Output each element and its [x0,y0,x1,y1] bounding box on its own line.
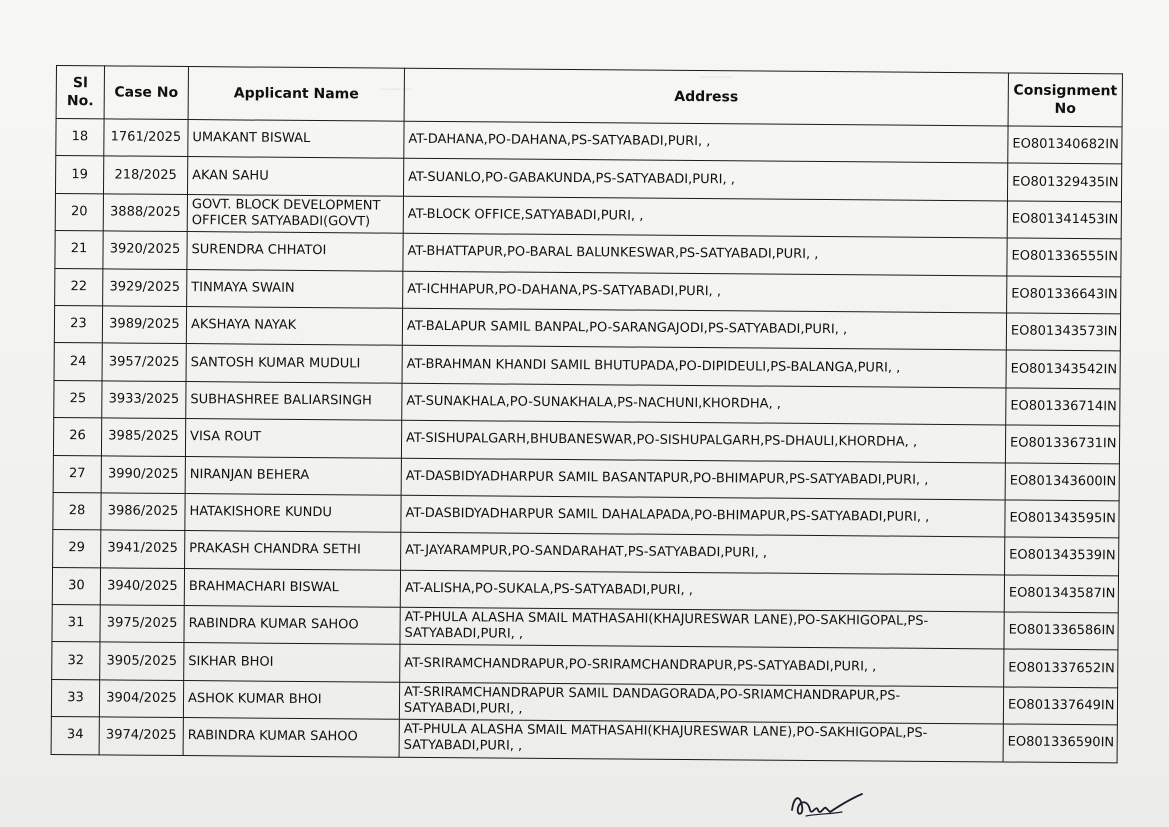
handwritten-signature [786,786,866,822]
consignment-no-cell: EO801343573IN [1006,313,1120,351]
consignment-no-cell: EO801343587IN [1004,575,1118,613]
consignment-no-cell: EO801343600IN [1005,462,1119,500]
address-cell: AT-DASBIDYADHARPUR SAMIL BASANTAPUR,PO-BHIMAPUR,PS-SATYABADI,PURI, , [401,458,1005,500]
applicant-name-cell: RABINDRA KUMAR SAHOO [183,718,399,757]
address-cell: AT-ICHHAPUR,PO-DAHANA,PS-SATYABADI,PURI, , [403,271,1007,313]
sl-no-cell: 30 [52,567,100,605]
case-no-cell: 3905/2025 [100,642,184,680]
address-cell: AT-BHATTAPUR,PO-BARAL BALUNKESWAR,PS-SATYABADI,PURI, , [403,233,1007,275]
header-address: Address [404,68,1008,126]
case-no-cell: 3933/2025 [102,381,186,419]
sl-no-cell: 18 [56,119,104,157]
header-case-no: Case No [104,66,188,120]
applicant-name-cell: ASHOK KUMAR BHOI [183,680,399,719]
case-no-cell: 3941/2025 [101,530,185,568]
sl-no-cell: 31 [52,605,100,643]
address-cell: AT-BALAPUR SAMIL BANPAL,PO-SARANGAJODI,PS-SATYABADI,PURI, , [402,308,1006,350]
case-no-cell: 3986/2025 [101,493,185,531]
address-cell: AT-DASBIDYADHARPUR SAMIL DAHALAPADA,PO-BHIMAPUR,PS-SATYABADI,PURI, , [401,495,1005,537]
sl-no-cell: 24 [54,343,102,381]
consignment-no-cell: EO801336586IN [1004,612,1118,650]
table-row [51,717,1117,763]
sl-no-cell: 25 [54,380,102,418]
header-consignment-no: Consignment No [1008,73,1122,127]
table-body [51,119,1122,763]
address-cell: AT-PHULA ALASHA SMAIL MATHASAHI(KHAJURESWAR LANE),PO-SAKHIGOPAL,PS-SATYABADI,PURI, , [399,719,1003,761]
address-cell: AT-ALISHA,PO-SUKALA,PS-SATYABADI,PURI, , [400,570,1004,612]
case-no-cell: 3985/2025 [101,418,185,456]
sl-no-cell: 27 [53,455,101,493]
applicant-name-cell: AKAN SAHU [187,157,403,196]
consignment-register-table [51,65,1123,763]
sl-no-cell: 34 [51,717,99,755]
consignment-no-cell: EO801336590IN [1003,724,1117,762]
address-cell: AT-SUANLO,PO-GABAKUNDA,PS-SATYABADI,PURI, , [403,159,1007,201]
consignment-no-cell: EO801336643IN [1007,276,1121,314]
consignment-no-cell: EO801343539IN [1005,537,1119,575]
case-no-cell: 3940/2025 [100,568,184,606]
applicant-name-cell: SIKHAR BHOI [184,643,400,682]
case-no-cell: 3957/2025 [102,343,186,381]
applicant-name-cell: BRAHMACHARI BISWAL [184,568,400,607]
applicant-name-cell: HATAKISHORE KUNDU [185,493,401,532]
sl-no-cell: 20 [55,193,103,231]
bleed-through-mark: ——— [380,82,413,95]
sl-no-cell: 19 [55,156,103,194]
applicant-name-cell: SUBHASHREE BALIARSINGH [186,381,402,420]
case-no-cell: 218/2025 [103,156,187,194]
case-no-cell: 3888/2025 [103,194,187,232]
consignment-no-cell: EO801343595IN [1005,500,1119,538]
address-cell: AT-DAHANA,PO-DAHANA,PS-SATYABADI,PURI, , [404,121,1008,163]
address-cell: AT-PHULA ALASHA SMAIL MATHASAHI(KHAJURESWAR LANE),PO-SAKHIGOPAL,PS-SATYABADI,PURI, , [400,607,1004,649]
header-sl-no: Sl No. [56,66,104,119]
sl-no-cell: 28 [53,492,101,530]
applicant-name-cell: GOVT. BLOCK DEVELOPMENT OFFICER SATYABADI(GOVT) [187,194,403,233]
address-cell: AT-SISHUPALGARH,BHUBANESWAR,PO-SISHUPALGARH,PS-DHAULI,KHORDHA, , [401,420,1005,462]
applicant-name-cell: SANTOSH KUMAR MUDULI [186,344,402,383]
bleed-through-mark: ——— [700,70,733,83]
case-no-cell: 3929/2025 [103,268,187,306]
consignment-no-cell: EO801337652IN [1004,649,1118,687]
consignment-no-cell: EO801329435IN [1007,163,1121,201]
sl-no-cell: 21 [55,231,103,269]
applicant-name-cell: TINMAYA SWAIN [187,269,403,308]
applicant-name-cell: AKSHAYA NAYAK [186,306,402,345]
address-cell: AT-BRAHMAN KHANDI SAMIL BHUTUPADA,PO-DIPIDEULI,PS-BALANGA,PURI, , [402,346,1006,388]
case-no-cell: 3975/2025 [100,605,184,643]
consignment-no-cell: EO801336555IN [1007,238,1121,276]
consignment-no-cell: EO801336731IN [1005,425,1119,463]
applicant-name-cell: UMAKANT BISWAL [188,120,404,159]
sl-no-cell: 33 [51,679,99,717]
applicant-name-cell: SURENDRA CHHATOI [187,232,403,271]
address-cell: AT-BLOCK OFFICE,SATYABADI,PURI, , [403,196,1007,238]
consignment-no-cell: EO801337649IN [1003,687,1117,725]
sl-no-cell: 29 [53,530,101,568]
header-applicant-name: Applicant Name [188,67,404,122]
case-no-cell: 3989/2025 [102,306,186,344]
consignment-no-cell: EO801341453IN [1007,201,1121,239]
case-no-cell: 3904/2025 [99,680,183,718]
case-no-cell: 3990/2025 [101,455,185,493]
consignment-no-cell: EO801343542IN [1006,350,1120,388]
address-cell: AT-SRIRAMCHANDRAPUR,PO-SRIRAMCHANDRAPUR,PS-SATYABADI,PURI, , [400,645,1004,687]
applicant-name-cell: PRAKASH CHANDRA SETHI [185,531,401,570]
consignment-no-cell: EO801340682IN [1008,126,1122,164]
consignment-no-cell: EO801336714IN [1006,388,1120,426]
table-header-row [56,66,1122,127]
sl-no-cell: 26 [53,418,101,456]
sl-no-cell: 23 [54,305,102,343]
sl-no-cell: 22 [55,268,103,306]
applicant-name-cell: NIRANJAN BEHERA [185,456,401,495]
sl-no-cell: 32 [52,642,100,680]
case-no-cell: 3920/2025 [103,231,187,269]
case-no-cell: 1761/2025 [104,119,188,157]
address-cell: AT-SRIRAMCHANDRAPUR SAMIL DANDAGORADA,PO-SRIAMCHANDRAPUR,PS-SATYABADI,PURI, , [399,682,1003,724]
applicant-name-cell: VISA ROUT [185,419,401,458]
applicant-name-cell: RABINDRA KUMAR SAHOO [184,606,400,645]
case-no-cell: 3974/2025 [99,717,183,755]
address-cell: AT-SUNAKHALA,PO-SUNAKHALA,PS-NACHUNI,KHORDHA, , [402,383,1006,425]
address-cell: AT-JAYARAMPUR,PO-SANDARAHAT,PS-SATYABADI,PURI, , [401,533,1005,575]
